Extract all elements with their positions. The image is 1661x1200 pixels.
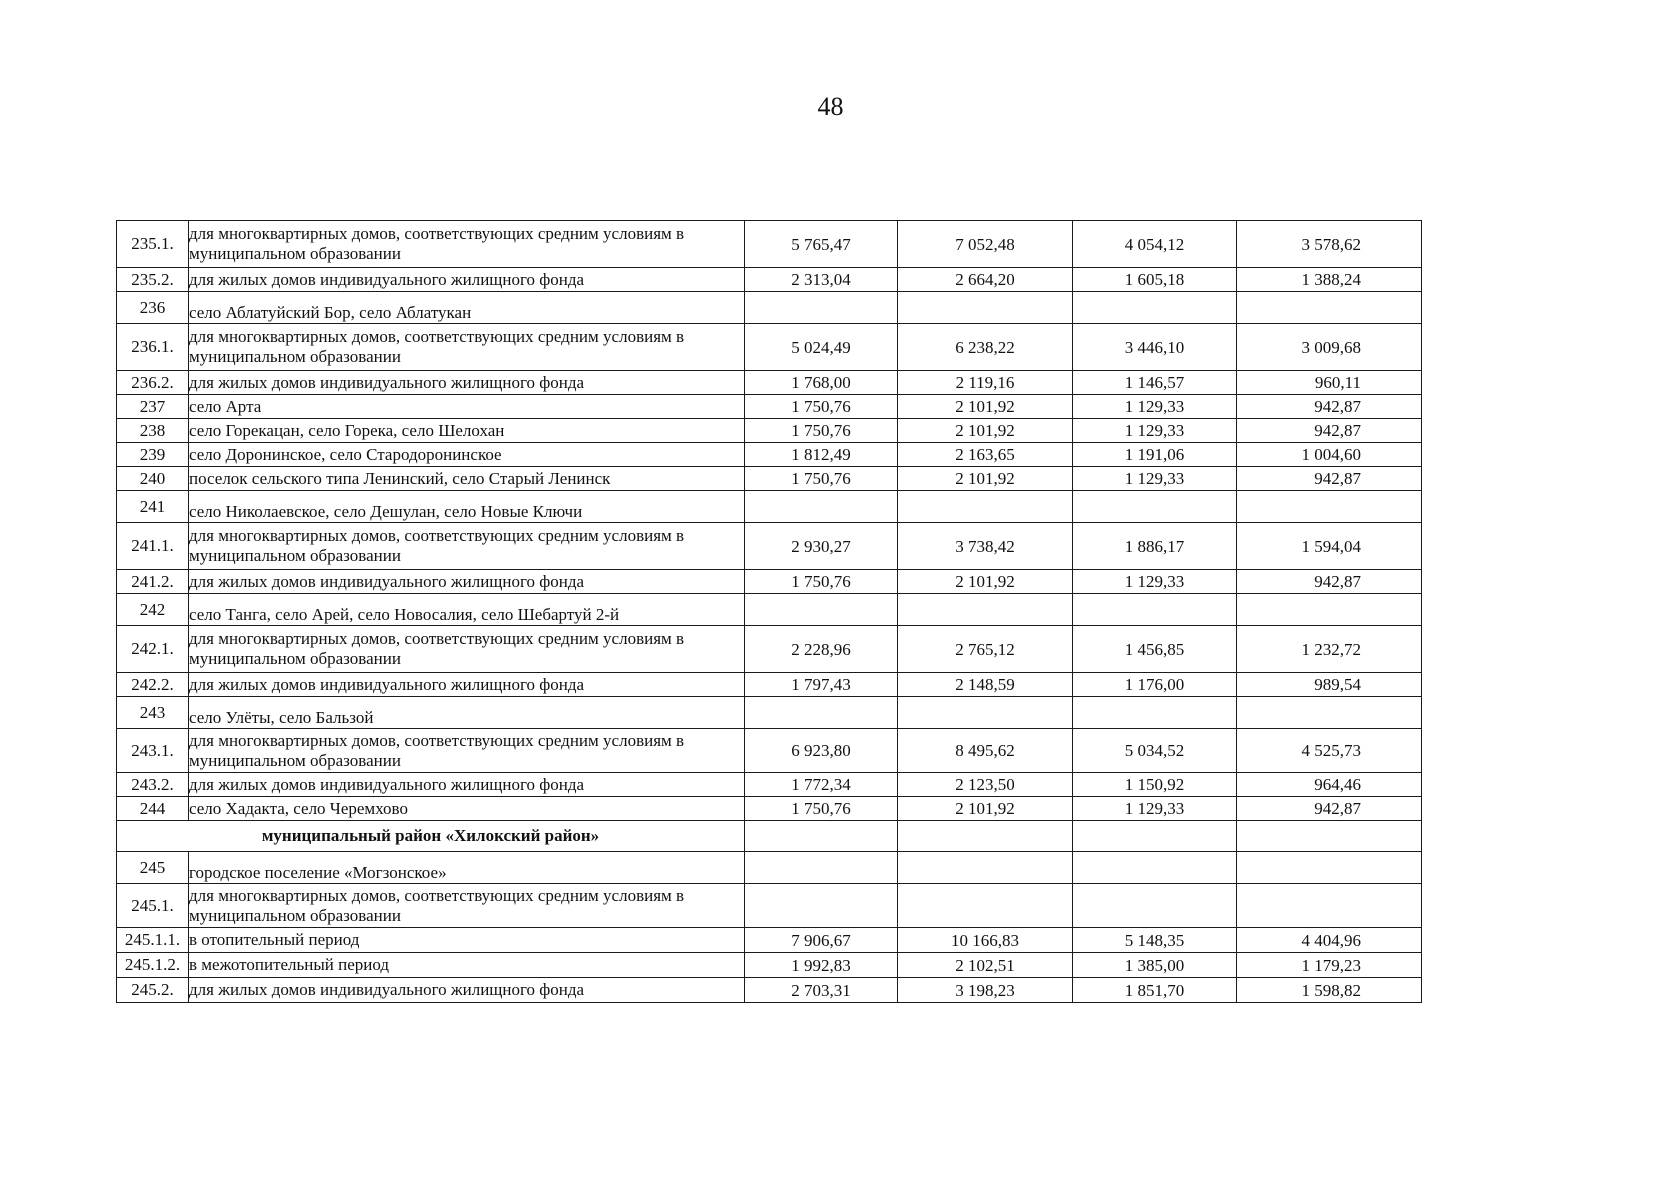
table-row: [117, 673, 1422, 697]
row-description: для многоквартирных домов, соответствующих средним условиям в муниципальном образовании: [189, 884, 745, 928]
tariff-value-col-2: 3 738,42: [898, 523, 1073, 570]
tariff-value-col-3: 1 146,57: [1073, 371, 1237, 395]
row-number: 237: [117, 395, 189, 419]
table-row: [117, 953, 1422, 978]
tariff-value-col-2: 2 101,92: [898, 797, 1073, 821]
tariff-value-col-3: 1 129,33: [1073, 395, 1237, 419]
row-number: 236.1.: [117, 324, 189, 371]
tariff-value-col-3: 1 851,70: [1073, 978, 1237, 1003]
row-number: 236: [117, 292, 189, 324]
tariff-table: [116, 220, 1422, 1003]
tariff-value-col-1: 7 906,67: [745, 928, 898, 953]
row-description: поселок сельского типа Ленинский, село Старый Ленинск: [189, 467, 745, 491]
tariff-value-col-2: [898, 884, 1073, 928]
tariff-value-col-4: 942,87: [1237, 570, 1422, 594]
tariff-value-col-2: [898, 821, 1073, 852]
table-row: [117, 928, 1422, 953]
table-row: [117, 443, 1422, 467]
tariff-value-col-3: 1 886,17: [1073, 523, 1237, 570]
tariff-value-col-4: [1237, 852, 1422, 884]
tariff-value-col-2: 3 198,23: [898, 978, 1073, 1003]
tariff-value-col-4: [1237, 491, 1422, 523]
tariff-value-col-4: [1237, 594, 1422, 626]
tariff-value-col-2: 8 495,62: [898, 729, 1073, 773]
tariff-value-col-1: [745, 697, 898, 729]
tariff-value-col-1: 6 923,80: [745, 729, 898, 773]
row-description: для жилых домов индивидуального жилищного фонда: [189, 371, 745, 395]
row-number: 244: [117, 797, 189, 821]
tariff-value-col-4: 942,87: [1237, 467, 1422, 491]
tariff-value-col-1: 2 228,96: [745, 626, 898, 673]
table-row: [117, 491, 1422, 523]
table-row: [117, 697, 1422, 729]
table-row: [117, 570, 1422, 594]
row-description: для многоквартирных домов, соответствующих средним условиям в муниципальном образовании: [189, 626, 745, 673]
tariff-value-col-3: [1073, 852, 1237, 884]
tariff-value-col-2: 2 101,92: [898, 419, 1073, 443]
row-description: для жилых домов индивидуального жилищного фонда: [189, 978, 745, 1003]
row-number: 241.1.: [117, 523, 189, 570]
tariff-value-col-3: [1073, 821, 1237, 852]
tariff-value-col-1: [745, 884, 898, 928]
row-number: 245: [117, 852, 189, 884]
row-number: 236.2.: [117, 371, 189, 395]
row-number: 243.2.: [117, 773, 189, 797]
row-description: село Хадакта, село Черемхово: [189, 797, 745, 821]
row-description: село Улёты, село Бальзой: [189, 697, 745, 729]
table-row: [117, 268, 1422, 292]
table-row: [117, 292, 1422, 324]
row-number: 245.1.2.: [117, 953, 189, 978]
tariff-value-col-4: 960,11: [1237, 371, 1422, 395]
tariff-value-col-1: 5 024,49: [745, 324, 898, 371]
tariff-value-col-1: 1 750,76: [745, 419, 898, 443]
tariff-value-col-2: 2 664,20: [898, 268, 1073, 292]
tariff-value-col-3: [1073, 884, 1237, 928]
row-description: городское поселение «Могзонское»: [189, 852, 745, 884]
tariff-value-col-3: [1073, 697, 1237, 729]
table-row: [117, 797, 1422, 821]
row-description: для жилых домов индивидуального жилищного фонда: [189, 570, 745, 594]
table-row: [117, 821, 1422, 852]
row-description: для многоквартирных домов, соответствующих средним условиям в муниципальном образовании: [189, 523, 745, 570]
tariff-value-col-2: 2 101,92: [898, 395, 1073, 419]
tariff-value-col-3: [1073, 594, 1237, 626]
tariff-value-col-3: 1 191,06: [1073, 443, 1237, 467]
tariff-value-col-2: 2 102,51: [898, 953, 1073, 978]
tariff-value-col-1: 1 750,76: [745, 797, 898, 821]
table-row: [117, 852, 1422, 884]
tariff-value-col-4: 3 578,62: [1237, 221, 1422, 268]
tariff-value-col-4: 942,87: [1237, 797, 1422, 821]
tariff-value-col-1: 2 703,31: [745, 978, 898, 1003]
tariff-value-col-4: [1237, 884, 1422, 928]
tariff-value-col-3: 1 456,85: [1073, 626, 1237, 673]
tariff-value-col-4: 989,54: [1237, 673, 1422, 697]
tariff-value-col-1: 1 797,43: [745, 673, 898, 697]
row-number: 242.2.: [117, 673, 189, 697]
row-description: село Арта: [189, 395, 745, 419]
table-row: [117, 371, 1422, 395]
row-description: село Аблатуйский Бор, село Аблатукан: [189, 292, 745, 324]
table-row: [117, 729, 1422, 773]
tariff-value-col-2: 2 148,59: [898, 673, 1073, 697]
row-number: 241: [117, 491, 189, 523]
tariff-value-col-3: 1 385,00: [1073, 953, 1237, 978]
table-row: [117, 523, 1422, 570]
tariff-value-col-2: [898, 491, 1073, 523]
row-description: село Николаевское, село Дешулан, село Новые Ключи: [189, 491, 745, 523]
tariff-value-col-1: 1 992,83: [745, 953, 898, 978]
table-row: [117, 467, 1422, 491]
tariff-value-col-4: 1 594,04: [1237, 523, 1422, 570]
tariff-value-col-4: [1237, 697, 1422, 729]
tariff-value-col-3: 1 150,92: [1073, 773, 1237, 797]
tariff-value-col-2: [898, 594, 1073, 626]
tariff-value-col-4: [1237, 821, 1422, 852]
table-row: [117, 395, 1422, 419]
tariff-value-col-3: 4 054,12: [1073, 221, 1237, 268]
row-number: 241.2.: [117, 570, 189, 594]
tariff-value-col-3: 1 605,18: [1073, 268, 1237, 292]
row-description: для многоквартирных домов, соответствующих средним условиям в муниципальном образовании: [189, 221, 745, 268]
row-number: 235.2.: [117, 268, 189, 292]
row-number: 245.1.: [117, 884, 189, 928]
tariff-value-col-3: [1073, 491, 1237, 523]
tariff-value-col-1: [745, 852, 898, 884]
tariff-value-col-2: 7 052,48: [898, 221, 1073, 268]
row-description: для жилых домов индивидуального жилищного фонда: [189, 268, 745, 292]
tariff-value-col-1: 1 768,00: [745, 371, 898, 395]
row-number: 242.1.: [117, 626, 189, 673]
row-number: 235.1.: [117, 221, 189, 268]
row-description: для многоквартирных домов, соответствующих средним условиям в муниципальном образовании: [189, 729, 745, 773]
table-row: [117, 594, 1422, 626]
table-row: [117, 626, 1422, 673]
section-heading: муниципальный район «Хилокский район»: [117, 821, 745, 852]
tariff-value-col-3: 1 129,33: [1073, 419, 1237, 443]
table-row: [117, 221, 1422, 268]
tariff-value-col-1: [745, 594, 898, 626]
row-number: 242: [117, 594, 189, 626]
row-description: для многоквартирных домов, соответствующих средним условиям в муниципальном образовании: [189, 324, 745, 371]
tariff-value-col-1: 1 750,76: [745, 395, 898, 419]
tariff-value-col-1: 1 812,49: [745, 443, 898, 467]
tariff-value-col-1: 1 750,76: [745, 467, 898, 491]
tariff-value-col-4: 1 179,23: [1237, 953, 1422, 978]
tariff-value-col-2: [898, 852, 1073, 884]
tariff-value-col-4: 4 404,96: [1237, 928, 1422, 953]
tariff-value-col-4: 942,87: [1237, 395, 1422, 419]
table-row: [117, 773, 1422, 797]
row-description: село Горекацан, село Горека, село Шелохан: [189, 419, 745, 443]
row-description: для жилых домов индивидуального жилищного фонда: [189, 773, 745, 797]
row-number: 238: [117, 419, 189, 443]
row-number: 243: [117, 697, 189, 729]
tariff-value-col-4: 942,87: [1237, 419, 1422, 443]
tariff-value-col-4: 1 004,60: [1237, 443, 1422, 467]
tariff-value-col-2: 2 101,92: [898, 467, 1073, 491]
tariff-value-col-1: 2 930,27: [745, 523, 898, 570]
tariff-value-col-2: 2 123,50: [898, 773, 1073, 797]
row-number: 243.1.: [117, 729, 189, 773]
tariff-value-col-4: [1237, 292, 1422, 324]
tariff-value-col-4: 1 598,82: [1237, 978, 1422, 1003]
tariff-value-col-4: 4 525,73: [1237, 729, 1422, 773]
row-number: 245.1.1.: [117, 928, 189, 953]
tariff-value-col-2: 2 163,65: [898, 443, 1073, 467]
row-number: 239: [117, 443, 189, 467]
tariff-table-body: [117, 221, 1422, 1003]
tariff-value-col-3: [1073, 292, 1237, 324]
tariff-value-col-4: 3 009,68: [1237, 324, 1422, 371]
tariff-value-col-2: 2 119,16: [898, 371, 1073, 395]
tariff-value-col-2: 2 101,92: [898, 570, 1073, 594]
tariff-value-col-2: [898, 697, 1073, 729]
tariff-value-col-1: 1 750,76: [745, 570, 898, 594]
tariff-value-col-1: 1 772,34: [745, 773, 898, 797]
tariff-value-col-1: [745, 821, 898, 852]
table-row: [117, 978, 1422, 1003]
tariff-value-col-4: 1 232,72: [1237, 626, 1422, 673]
tariff-value-col-2: 6 238,22: [898, 324, 1073, 371]
page-number: 48: [817, 92, 844, 121]
row-description: в межотопительный период: [189, 953, 745, 978]
tariff-value-col-2: [898, 292, 1073, 324]
tariff-value-col-3: 3 446,10: [1073, 324, 1237, 371]
tariff-value-col-1: 2 313,04: [745, 268, 898, 292]
row-number: 240: [117, 467, 189, 491]
tariff-value-col-3: 1 129,33: [1073, 570, 1237, 594]
tariff-value-col-1: 5 765,47: [745, 221, 898, 268]
tariff-value-col-1: [745, 491, 898, 523]
tariff-value-col-4: 1 388,24: [1237, 268, 1422, 292]
table-row: [117, 324, 1422, 371]
tariff-value-col-1: [745, 292, 898, 324]
row-description: в отопительный период: [189, 928, 745, 953]
tariff-value-col-2: 2 765,12: [898, 626, 1073, 673]
row-description: для жилых домов индивидуального жилищного фонда: [189, 673, 745, 697]
row-description: село Танга, село Арей, село Новосалия, село Шебартуй 2-й: [189, 594, 745, 626]
tariff-value-col-4: 964,46: [1237, 773, 1422, 797]
tariff-value-col-3: 1 129,33: [1073, 797, 1237, 821]
tariff-value-col-3: 1 176,00: [1073, 673, 1237, 697]
row-description: село Доронинское, село Стародоронинское: [189, 443, 745, 467]
table-row: [117, 884, 1422, 928]
tariff-value-col-3: 5 148,35: [1073, 928, 1237, 953]
tariff-value-col-3: 1 129,33: [1073, 467, 1237, 491]
row-number: 245.2.: [117, 978, 189, 1003]
tariff-value-col-2: 10 166,83: [898, 928, 1073, 953]
table-row: [117, 419, 1422, 443]
tariff-value-col-3: 5 034,52: [1073, 729, 1237, 773]
